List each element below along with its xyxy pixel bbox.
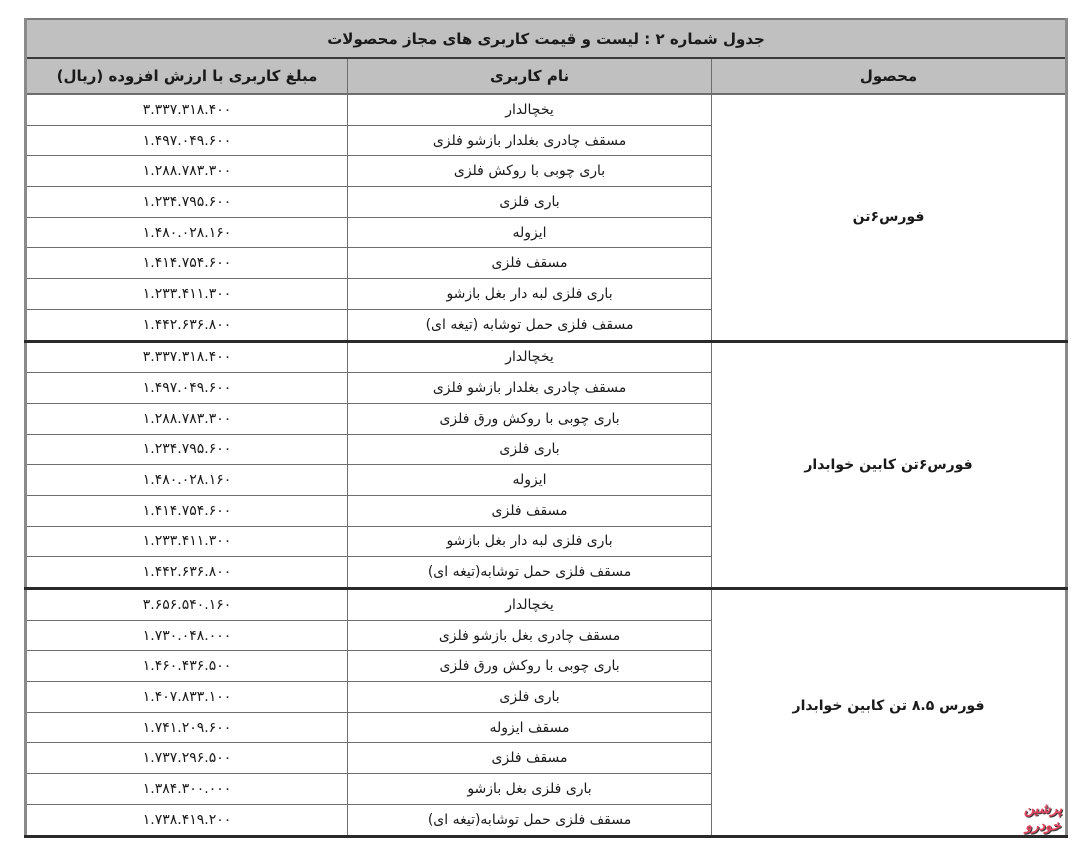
usage-cell: باری چوبی با روکش ورق فلزی bbox=[348, 651, 712, 682]
watermark-logo bbox=[1020, 801, 1066, 841]
price-cell: ۱.۲۳۴.۷۹۵.۶۰۰ bbox=[26, 187, 348, 218]
usage-cell: مسقف فلزی حمل توشابه (تیغه ای) bbox=[348, 309, 712, 341]
usage-cell: مسقف ایزوله bbox=[348, 712, 712, 743]
price-table-container bbox=[24, 18, 1065, 838]
price-cell: ۱.۴۴۲.۶۳۶.۸۰۰ bbox=[26, 309, 348, 341]
usage-cell: باری چوبی با روکش ورق فلزی bbox=[348, 403, 712, 434]
price-cell: ۱.۴۴۲.۶۳۶.۸۰۰ bbox=[26, 557, 348, 589]
price-cell: ۳.۳۳۷.۳۱۸.۴۰۰ bbox=[26, 341, 348, 373]
table-row bbox=[26, 94, 1067, 125]
price-cell: ۱.۴۹۷.۰۴۹.۶۰۰ bbox=[26, 125, 348, 156]
price-table bbox=[24, 18, 1068, 838]
usage-cell: یخچالدار bbox=[348, 94, 712, 125]
usage-cell: مسقف فلزی bbox=[348, 743, 712, 774]
price-cell: ۱.۲۳۴.۷۹۵.۶۰۰ bbox=[26, 434, 348, 465]
column-header-price: مبلغ کاربری با ارزش افزوده (ریال) bbox=[26, 58, 348, 94]
usage-cell: ایزوله bbox=[348, 217, 712, 248]
price-cell: ۱.۲۸۸.۷۸۳.۳۰۰ bbox=[26, 156, 348, 187]
watermark-line-1: پرشین bbox=[1023, 801, 1063, 817]
usage-cell: باری فلزی لبه دار بغل بازشو bbox=[348, 279, 712, 310]
price-cell: ۱.۲۳۳.۴۱۱.۳۰۰ bbox=[26, 279, 348, 310]
usage-cell: مسقف فلزی bbox=[348, 495, 712, 526]
product-cell: فورس ۸.۵ تن کابین خوابدار bbox=[712, 589, 1067, 837]
price-cell: ۱.۴۸۰.۰۲۸.۱۶۰ bbox=[26, 217, 348, 248]
price-cell: ۱.۴۹۷.۰۴۹.۶۰۰ bbox=[26, 373, 348, 404]
price-cell: ۱.۴۱۴.۷۵۴.۶۰۰ bbox=[26, 248, 348, 279]
price-cell: ۱.۷۳۰.۰۴۸.۰۰۰ bbox=[26, 620, 348, 651]
usage-cell: باری فلزی bbox=[348, 682, 712, 713]
usage-cell: مسقف فلزی حمل توشابه(تیغه ای) bbox=[348, 804, 712, 836]
table-row bbox=[26, 341, 1067, 373]
usage-cell: یخچالدار bbox=[348, 341, 712, 373]
price-cell: ۱.۴۰۷.۸۳۳.۱۰۰ bbox=[26, 682, 348, 713]
usage-cell: مسقف چادری بغلدار بازشو فلزی bbox=[348, 373, 712, 404]
usage-cell: باری چوبی با روکش فلزی bbox=[348, 156, 712, 187]
column-header-usage: نام کاربری bbox=[348, 58, 712, 94]
usage-cell: مسقف فلزی حمل توشابه(تیغه ای) bbox=[348, 557, 712, 589]
table-row bbox=[26, 589, 1067, 621]
table-header-row bbox=[26, 58, 1067, 94]
price-cell: ۱.۳۸۴.۳۰۰.۰۰۰ bbox=[26, 774, 348, 805]
price-cell: ۱.۲۳۳.۴۱۱.۳۰۰ bbox=[26, 526, 348, 557]
usage-cell: یخچالدار bbox=[348, 589, 712, 621]
price-cell: ۱.۷۳۸.۴۱۹.۲۰۰ bbox=[26, 804, 348, 836]
usage-cell: باری فلزی لبه دار بغل بازشو bbox=[348, 526, 712, 557]
price-cell: ۱.۷۳۷.۲۹۶.۵۰۰ bbox=[26, 743, 348, 774]
table-title-row bbox=[26, 19, 1067, 58]
usage-cell: باری فلزی bbox=[348, 434, 712, 465]
usage-cell: مسقف چادری بغلدار بازشو فلزی bbox=[348, 125, 712, 156]
usage-cell: مسقف فلزی bbox=[348, 248, 712, 279]
watermark-line-2: خودرو bbox=[1025, 818, 1061, 834]
usage-cell: باری فلزی bbox=[348, 187, 712, 218]
usage-cell: باری فلزی بغل بازشو bbox=[348, 774, 712, 805]
usage-cell: مسقف چادری بغل بازشو فلزی bbox=[348, 620, 712, 651]
column-header-product: محصول bbox=[712, 58, 1067, 94]
usage-cell: ایزوله bbox=[348, 465, 712, 496]
product-cell: فورس۶تن کابین خوابدار bbox=[712, 341, 1067, 589]
price-cell: ۱.۷۴۱.۲۰۹.۶۰۰ bbox=[26, 712, 348, 743]
price-cell: ۱.۲۸۸.۷۸۳.۳۰۰ bbox=[26, 403, 348, 434]
price-cell: ۱.۴۱۴.۷۵۴.۶۰۰ bbox=[26, 495, 348, 526]
price-cell: ۳.۶۵۶.۵۴۰.۱۶۰ bbox=[26, 589, 348, 621]
table-title: جدول شماره ۲ : لیست و قیمت کاربری های مجاز محصولات bbox=[26, 19, 1067, 58]
price-cell: ۱.۴۶۰.۴۳۶.۵۰۰ bbox=[26, 651, 348, 682]
price-cell: ۱.۴۸۰.۰۲۸.۱۶۰ bbox=[26, 465, 348, 496]
price-cell: ۳.۳۳۷.۳۱۸.۴۰۰ bbox=[26, 94, 348, 125]
product-cell: فورس۶تن bbox=[712, 94, 1067, 341]
